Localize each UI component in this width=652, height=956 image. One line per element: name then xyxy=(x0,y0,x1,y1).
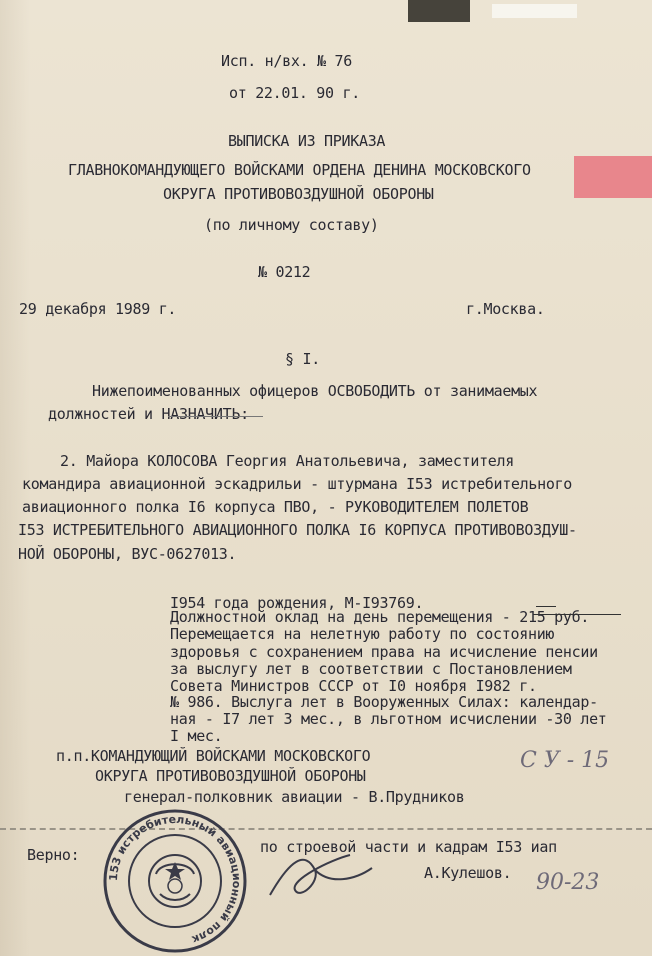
stamp-ring-text: 153 истребительный авиационный полк xyxy=(106,812,244,947)
title-line-3: ОКРУГА ПРОТИВОВОЗДУШНОЙ ОБОРОНЫ xyxy=(163,185,434,203)
signatory-line-1: п.п.КОМАНДУЮЩИЙ ВОЙСКАМИ МОСКОВСКОГО xyxy=(56,747,371,765)
signatory-line-3: генерал-полковник авиации - В.Прудников xyxy=(124,788,465,806)
details-line-3: Перемещается на нелетную работу по состоянию xyxy=(170,625,555,643)
signature-scribble xyxy=(260,840,380,910)
salary-strike-mark xyxy=(536,606,556,607)
order-number: № 0212 xyxy=(258,263,311,281)
details-line-5: за выслугу лет в соответствии с Постановлением xyxy=(170,660,572,678)
order-place: г.Москва. xyxy=(466,300,545,318)
details-line-7: № 986. Выслуга лет в Вооруженных Силах: календар- xyxy=(170,693,598,711)
ref-date: от 22.01. 90 г. xyxy=(229,84,360,102)
details-line-1: I954 года рождения, М-I93769. xyxy=(170,594,424,612)
intro-line-1: Нижепоименованных офицеров ОСВОБОДИТЬ от занимаемых xyxy=(92,382,538,400)
red-marker-patch xyxy=(574,156,652,198)
fold-dashed-line xyxy=(0,828,652,830)
intro-underline xyxy=(168,416,263,417)
verification-label: Верно: xyxy=(27,846,80,864)
subtitle: (по личному составу) xyxy=(204,216,379,234)
details-line-6: Совета Министров СССР от I0 ноября I982 г. xyxy=(170,677,537,695)
item-line-5: НОЙ ОБОРОНЫ, ВУС-0627013. xyxy=(18,545,237,563)
tape-strip-light xyxy=(492,4,577,18)
item-line-3: авиационного полка I6 корпуса ПВО, - РУКОВОДИТЕЛЕМ ПОЛЕТОВ xyxy=(22,498,529,516)
item-line-2: командира авиационной эскадрильи - штурмана I53 истребительного xyxy=(22,475,573,493)
ref-number: Исп. н/вх. № 76 xyxy=(221,52,352,70)
signatory-line-2: ОКРУГА ПРОТИВОВОЗДУШНОЙ ОБОРОНЫ xyxy=(95,767,366,785)
handwritten-note-90-23: 90-23 xyxy=(536,870,600,895)
section-mark: § I. xyxy=(285,350,320,368)
item-line-1: 2. Майора КОЛОСОВА Георгия Анатольевича, заместителя xyxy=(60,452,515,470)
tape-strip-dark xyxy=(408,0,470,22)
intro-line-2: должностей и НАЗНАЧИТЬ: xyxy=(48,405,249,423)
salary-underline xyxy=(533,614,621,615)
verification-text: по строевой части и кадрам I53 иап xyxy=(260,838,557,856)
details-line-2: Должностной оклад на день перемещения - 215 руб. xyxy=(170,608,590,626)
title-line-2: ГЛАВНОКОМАНДУЮЩЕГО ВОЙСКАМИ ОРДЕНА ДЕНИНА МОСКОВСКОГО xyxy=(68,161,531,179)
details-line-8: ная - I7 лет 3 мес., в льготном исчислении -30 лет xyxy=(170,710,607,728)
title-line-1: ВЫПИСКА ИЗ ПРИКАЗА xyxy=(228,132,386,150)
details-line-9: I мес. xyxy=(170,727,223,745)
handwritten-note-su15: С У - 15 xyxy=(520,748,610,773)
order-date: 29 декабря 1989 г. xyxy=(19,300,177,318)
verification-name: А.Кулешов. xyxy=(424,864,512,882)
details-line-4: здоровья с сохранением права на исчисление пенсии xyxy=(170,643,598,661)
ussr-emblem-icon xyxy=(149,855,201,907)
item-line-4: I53 ИСТРЕБИТЕЛЬНОГО АВИАЦИОННОГО ПОЛКА I6 КОРПУСА ПРОТИВОВОЗДУШ- xyxy=(18,521,577,539)
regiment-round-stamp xyxy=(100,806,250,956)
